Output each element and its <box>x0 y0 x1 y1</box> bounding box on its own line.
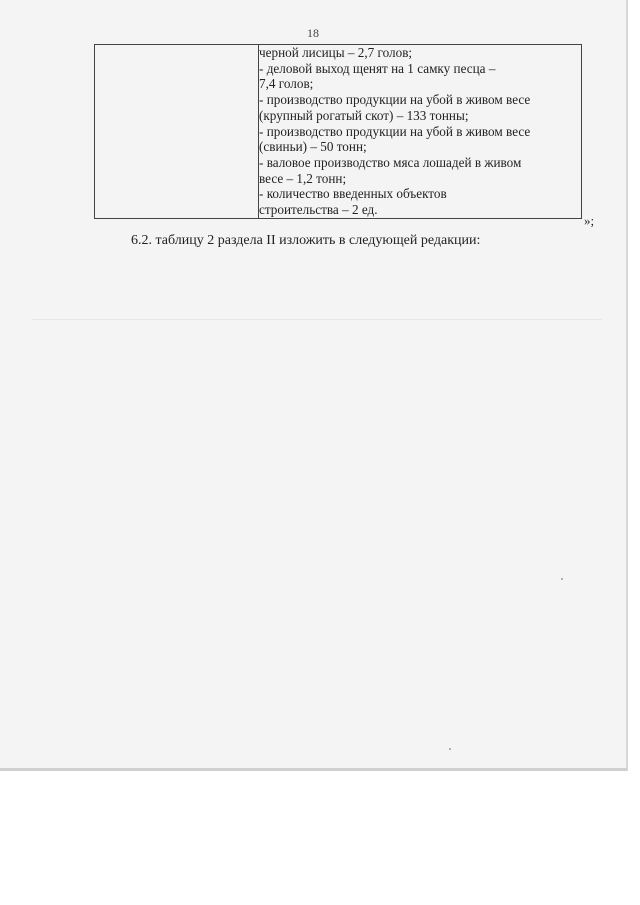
cell-line: - производство продукции на убой в живом весе <box>259 123 531 139</box>
closing-quote: »; <box>584 213 595 228</box>
body-paragraph: 6.2. таблицу 2 раздела II изложить в следующей редакции: <box>131 233 481 248</box>
table-cell-right <box>259 45 582 219</box>
cell-line: черной лисицы – 2,7 голов; <box>259 45 413 60</box>
cell-line: весе – 1,2 тонн; <box>259 170 347 186</box>
table-cell-left <box>95 45 259 219</box>
content-table <box>94 44 582 219</box>
table-row <box>95 45 582 219</box>
page-number: 18 <box>307 26 319 40</box>
cell-line: строительства – 2 ед. <box>259 202 378 218</box>
cell-line: (крупный рогатый скот) – 133 тонны; <box>259 107 469 123</box>
cell-line: 7,4 голов; <box>259 76 314 92</box>
scan-artifact-line <box>32 319 602 320</box>
cell-line: - валовое производство мяса лошадей в живом <box>259 154 522 170</box>
cell-line: - производство продукции на убой в живом весе <box>259 92 531 108</box>
cell-line: (свиньи) – 50 тонн; <box>259 139 367 155</box>
scan-speck <box>449 748 451 750</box>
scan-speck <box>561 578 563 580</box>
cell-line: - количество введенных объектов <box>259 186 447 202</box>
cell-line: - деловой выход щенят на 1 самку песца – <box>259 60 496 76</box>
